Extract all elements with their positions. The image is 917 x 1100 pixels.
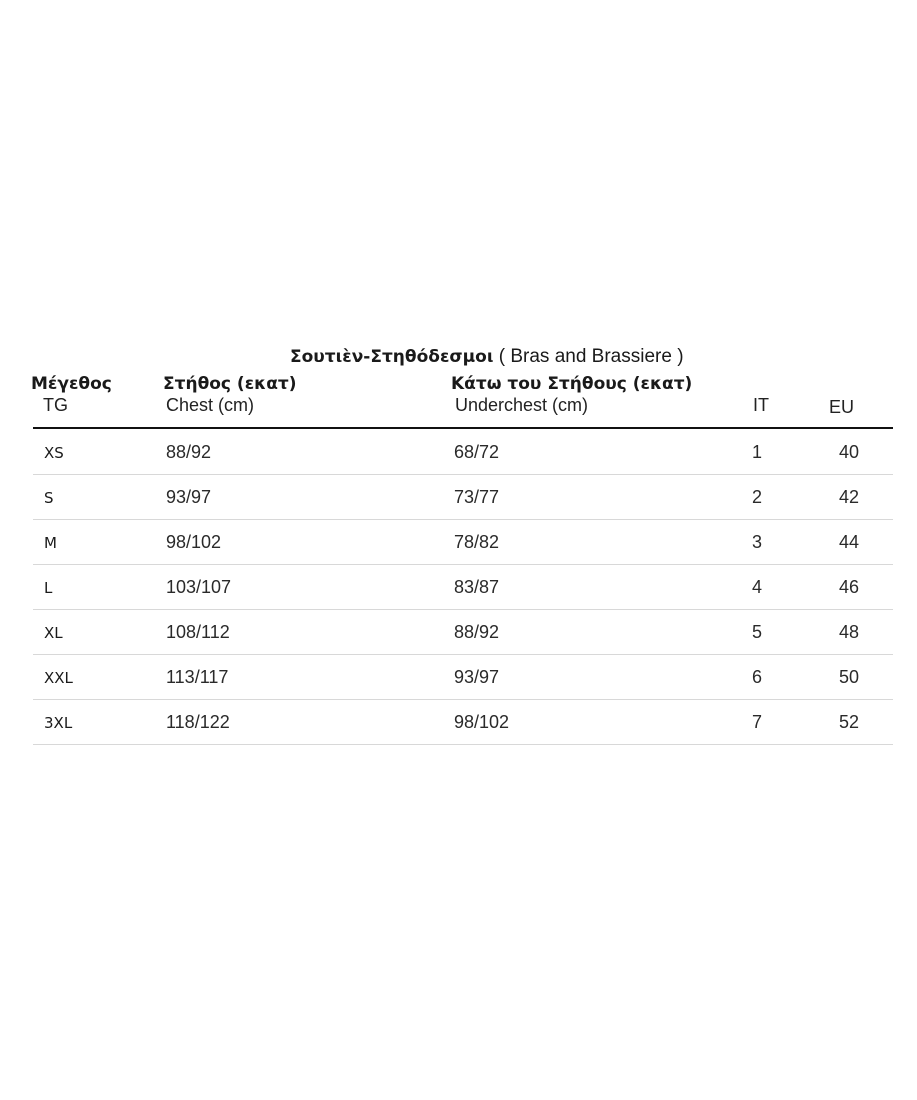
chart-title-english: ( Bras and Brassiere ) <box>498 346 684 367</box>
header-size-greek: Μέγεθος <box>31 374 112 394</box>
size-cell: XXL <box>44 669 73 687</box>
table-row <box>33 474 893 520</box>
it-cell: 4 <box>752 577 763 597</box>
chart-title <box>290 346 684 368</box>
header-eu: EU <box>829 397 855 417</box>
it-cell: 2 <box>752 487 763 507</box>
it-cell: 6 <box>752 667 763 687</box>
underchest-cell: 73/77 <box>454 487 500 507</box>
chest-cell: 118/122 <box>166 712 230 732</box>
underchest-cell: 98/102 <box>454 712 510 732</box>
eu-cell: 42 <box>839 487 860 507</box>
eu-cell: 48 <box>839 622 860 642</box>
table-row <box>33 699 893 745</box>
eu-cell: 44 <box>839 532 860 552</box>
header-chest-english: Chest (cm) <box>166 395 255 415</box>
table-row <box>33 429 893 475</box>
chart-title-greek: Σουτιὲν-Στηθόδεσμοι <box>290 347 494 367</box>
size-cell: S <box>44 489 54 507</box>
underchest-cell: 83/87 <box>454 577 500 597</box>
eu-cell: 46 <box>839 577 860 597</box>
size-cell: XS <box>44 444 64 462</box>
chest-cell: 98/102 <box>166 532 222 552</box>
eu-cell: 50 <box>839 667 860 687</box>
header-size-english: TG <box>43 395 68 415</box>
table-row <box>33 654 893 700</box>
chest-cell: 108/112 <box>166 622 230 642</box>
header-chest-greek: Στήθος (εκατ) <box>163 374 297 394</box>
underchest-cell: 68/72 <box>454 442 500 462</box>
header-it: IT <box>753 395 769 415</box>
size-cell: M <box>44 534 57 552</box>
it-cell: 3 <box>752 532 763 552</box>
chest-cell: 113/117 <box>166 667 229 687</box>
underchest-cell: 88/92 <box>454 622 500 642</box>
table-row <box>33 564 893 610</box>
header-underchest-greek: Κάτω του Στήθους (εκατ) <box>451 374 693 394</box>
size-cell: L <box>44 579 53 597</box>
eu-cell: 40 <box>839 442 860 462</box>
size-cell: XL <box>44 624 63 642</box>
chest-cell: 103/107 <box>166 577 232 597</box>
eu-cell: 52 <box>839 712 860 732</box>
table-row <box>33 519 893 565</box>
chest-cell: 93/97 <box>166 487 212 507</box>
it-cell: 7 <box>752 712 763 732</box>
it-cell: 1 <box>752 442 763 462</box>
underchest-cell: 93/97 <box>454 667 500 687</box>
chest-cell: 88/92 <box>166 442 212 462</box>
header-underchest-english: Underchest (cm) <box>455 395 589 415</box>
size-cell: 3XL <box>44 714 73 732</box>
it-cell: 5 <box>752 622 763 642</box>
table-row <box>33 609 893 655</box>
underchest-cell: 78/82 <box>454 532 500 552</box>
